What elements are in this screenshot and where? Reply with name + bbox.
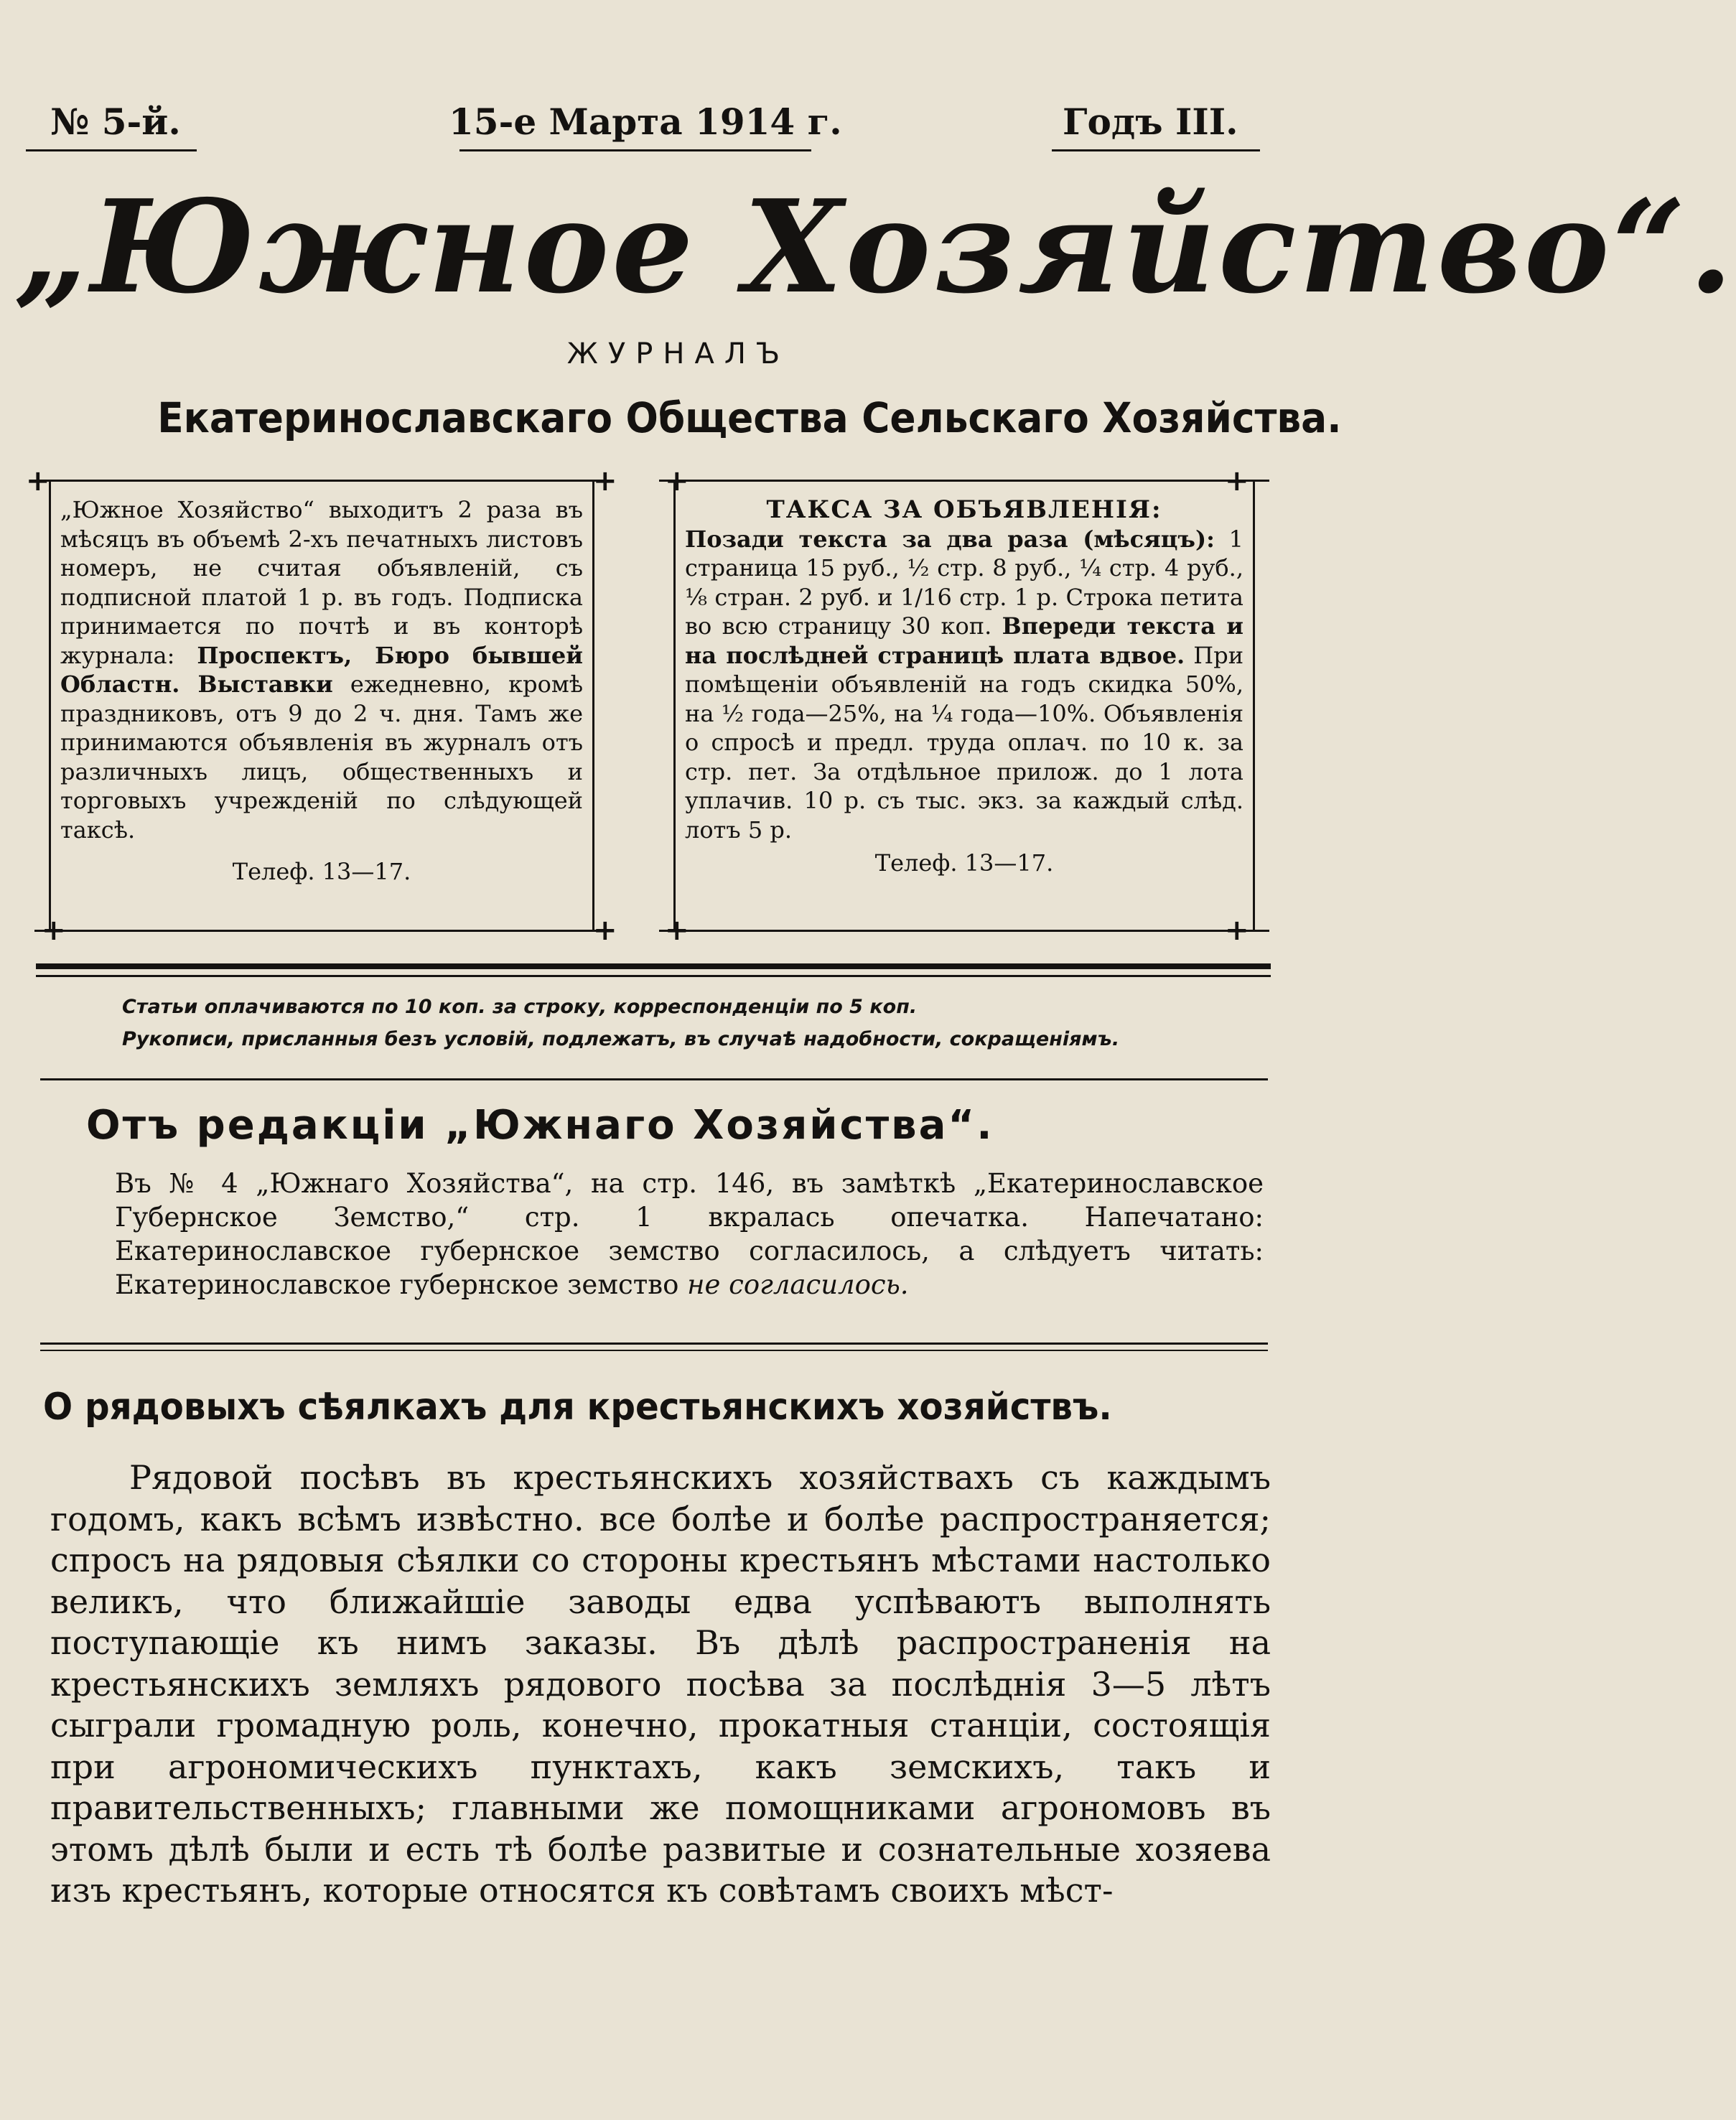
manuscript-note: Рукописи, присланныя безъ условій, подлежатъ, въ случаѣ надобности, сокращеніямъ. [122, 1028, 1120, 1050]
ad-rates-heading: ТАКСА ЗА ОБЪЯВЛЕНІЯ: [766, 495, 1162, 524]
corner-mark: + [593, 914, 617, 947]
masthead-subtitle: ЖУРНАЛЪ [566, 337, 790, 370]
divider-rule [40, 1350, 1268, 1351]
corner-mark: + [665, 914, 689, 947]
corner-mark: + [42, 914, 66, 947]
ad-rates-prices: 1 страница 15 руб., ½ стр. 8 руб., ¼ стр. 4 руб., ⅛ стран. 2 руб. и 1/16 стр. 1 р. Строка петита во всю страницу 30 коп. [685, 525, 1244, 640]
subscription-text: „Южное Хозяйство“ выходитъ 2 раза въ мѣсяцъ въ объемѣ 2-хъ печатныхъ листовъ номеръ, не считая объявленій, съ подписной платой 1 р. въ годъ. Подписка принимается по почтѣ и въ конторѣ журнала: [60, 496, 583, 669]
subscription-hours: ежедневно, кромѣ праздниковъ, отъ 9 до 2 ч. дня. Тамъ же принимаются объявленія въ журналъ отъ различныхъ лицъ, общественныхъ и торговыхъ учрежденій по слѣдующей таксѣ. [60, 671, 584, 844]
editorial-text: Въ № 4 „Южнаго Хозяйства“, на стр. 146, въ замѣткѣ „Екатеринославское Губернское Земство,“ стр. 1 вкралась опечатка. Напечатано: Екатеринославское губернское земство согласилось, а слѣдуетъ читать: Екатеринославское губернское земство [115, 1168, 1264, 1300]
header-underline [459, 149, 811, 151]
ad-rates-back: Позади текста за два раза (мѣсяцъ): [685, 525, 1215, 553]
volume-year: Годъ III. [1063, 101, 1238, 143]
corner-mark: + [26, 464, 50, 498]
header-underline [26, 149, 197, 151]
article-body [50, 1457, 1271, 1912]
office-address: Проспектъ, Бюро бывшей Областн. Выставки [60, 641, 584, 698]
article-heading: О рядовыхъ сѣялкахъ для крестьянскихъ хозяйствъ. [43, 1386, 1112, 1429]
issue-date: 15-е Марта 1914 г. [449, 101, 842, 143]
corner-mark: + [593, 464, 617, 498]
subscription-info-box [34, 480, 609, 932]
divider-rule [40, 1078, 1268, 1080]
corner-mark: + [665, 464, 689, 498]
corner-mark: + [1225, 914, 1249, 947]
header-underline [1052, 149, 1260, 151]
ad-rates-box [659, 480, 1269, 932]
corner-mark: + [1225, 464, 1249, 498]
editorial-heading: Отъ редакціи „Южнаго Хозяйства“. [86, 1102, 994, 1149]
issue-number: № 5-й. [50, 101, 181, 143]
ad-rates-front: Впереди текста и на послѣдней страницѣ плата вдвое. [685, 612, 1244, 669]
phone-number: Телеф. 13—17. [232, 858, 411, 885]
divider-rule [40, 1342, 1268, 1345]
society-name: Екатеринославскаго Общества Сельскаго Хозяйства. [157, 393, 1342, 442]
editorial-body [115, 1167, 1264, 1302]
masthead-title: „Южное Хозяйство“. [14, 172, 1736, 322]
phone-number: Телеф. 13—17. [874, 849, 1054, 877]
thick-rule [36, 963, 1271, 969]
editorial-correction: не согласилось. [687, 1269, 909, 1300]
thin-rule [36, 975, 1271, 977]
ad-rates-discounts: При помѣщеніи объявленій на годъ скидка 50%, на ½ года—25%, на ¼ года—10%. Объявленія о спросѣ и предл. труда оплач. по 10 к. за стр. пет. За отдѣльное прилож. до 1 лота уплачив. 10 р. съ тыс. экз. за каждый слѣд. лотъ 5 р. [685, 641, 1244, 844]
payment-note: Статьи оплачиваются по 10 коп. за строку, корреспонденціи по 5 коп. [122, 996, 918, 1018]
article-paragraph: Рядовой посѣвъ въ крестьянскихъ хозяйствахъ съ каждымъ годомъ, какъ всѣмъ извѣстно. все болѣе и болѣе распространяется; спросъ на рядовыя сѣялки со стороны крестьянъ мѣстами настолько великъ, что ближайшіе заводы едва успѣваютъ выполнять поступающіе къ нимъ заказы. Въ дѣлѣ распространенія на крестьянскихъ земляхъ рядового посѣва за послѣднія 3—5 лѣтъ сыграли громадную роль, конечно, прокатныя станціи, состоящія при агрономическихъ пунктахъ, какъ земскихъ, такъ и правительственныхъ; главными же помощниками агрономовъ въ этомъ дѣлѣ были и есть тѣ болѣе развитые и сознательные хозяева изъ крестьянъ, которые относятся къ совѣтамъ своихъ мѣст- [50, 1458, 1271, 1910]
